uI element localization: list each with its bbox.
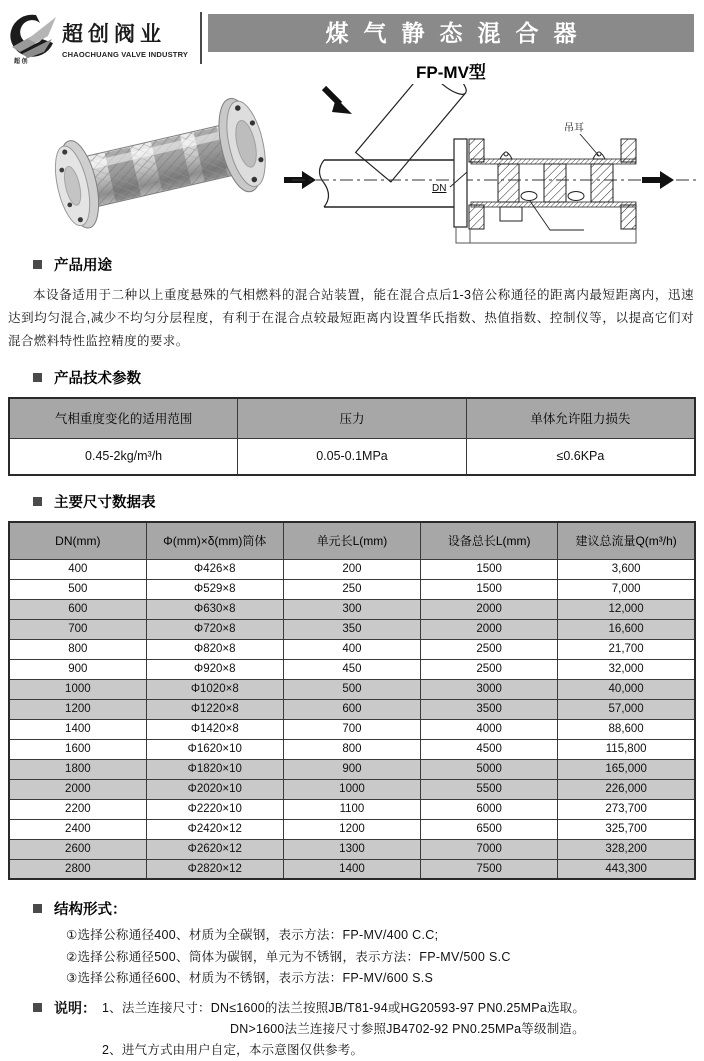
cell-diameter: Φ1220×8 [146, 699, 283, 719]
section-notes-title: 说明： [54, 999, 96, 1016]
cell-dn: 2600 [9, 839, 146, 859]
cell-unit-length: 350 [283, 619, 420, 639]
cell-unit-length: 1300 [283, 839, 420, 859]
cell-total-length: 7000 [421, 839, 558, 859]
cell-flow: 3,600 [558, 559, 695, 579]
section-structure-title: 结构形式： [54, 902, 127, 918]
cell-flow: 328,200 [558, 839, 695, 859]
assembly-diagram [284, 84, 704, 255]
product-images [0, 84, 704, 254]
cell-unit-length: 300 [283, 599, 420, 619]
section-dims-title: 主要尺寸数据表 [54, 495, 156, 511]
table-row [9, 659, 695, 679]
note-line: DN>1600法兰连接尺寸参照JB4702-92 PN0.25MPa等级制造。 [230, 1021, 585, 1036]
cell-diameter: Φ2020×10 [146, 779, 283, 799]
cell-total-length: 3500 [421, 699, 558, 719]
lug-label: 吊耳 [564, 123, 584, 134]
cell-flow: 115,800 [558, 739, 695, 759]
company-logo [6, 12, 202, 64]
cell-dn: 2200 [9, 799, 146, 819]
cell-flow: 325,700 [558, 819, 695, 839]
cell-dn: 700 [9, 619, 146, 639]
cell-diameter: Φ820×8 [146, 639, 283, 659]
structure-item: ③选择公称通径600、材质为不锈钢，表示方法：FP-MV/600 S.S [66, 971, 434, 985]
cell-unit-length: 400 [283, 639, 420, 659]
cell-dn: 1000 [9, 679, 146, 699]
cell-flow: 40,000 [558, 679, 695, 699]
cell-total-length: 6500 [421, 819, 558, 839]
cell-total-length: 2000 [421, 619, 558, 639]
cell-unit-length: 700 [283, 719, 420, 739]
section-bullet-icon [33, 497, 42, 506]
tech-col-range: 气相重度变化的适用范围 [9, 398, 238, 438]
note-line: 1、法兰连接尺寸：DN≤1600的法兰按照JB/T81-94或HG20593-97 PN0.25MPa选取。 [102, 1000, 586, 1015]
table-row [9, 779, 695, 799]
cell-unit-length: 1000 [283, 779, 420, 799]
lifting-lug [500, 152, 605, 159]
structure-item: ①选择公称通径400、材质为全碳钢，表示方法：FP-MV/400 C.C; [66, 928, 439, 942]
cell-flow: 273,700 [558, 799, 695, 819]
structure-items [66, 925, 704, 990]
company-logo-icon [6, 12, 58, 64]
cell-diameter: Φ529×8 [146, 579, 283, 599]
table-row [9, 719, 695, 739]
section-usage-header [33, 254, 704, 275]
section-structure-header [33, 898, 704, 919]
title-block [208, 12, 694, 83]
dims-col-diameter: Φ(mm)×δ(mm)筒体 [146, 522, 283, 559]
cell-diameter: Φ426×8 [146, 559, 283, 579]
table-row [9, 559, 695, 579]
section-tech-title: 产品技术参数 [54, 371, 141, 387]
cell-total-length: 3000 [421, 679, 558, 699]
dims-col-unit-length: 单元长L(mm) [283, 522, 420, 559]
cell-flow: 57,000 [558, 699, 695, 719]
cell-diameter: Φ2620×12 [146, 839, 283, 859]
cell-total-length: 1500 [421, 559, 558, 579]
section-tech-header [33, 367, 704, 388]
cell-total-length: 5500 [421, 779, 558, 799]
cell-unit-length: 800 [283, 739, 420, 759]
section-bullet-icon [33, 904, 42, 913]
table-row [9, 699, 695, 719]
cell-unit-length: 450 [283, 659, 420, 679]
dims-col-total-length: 设备总长L(mm) [421, 522, 558, 559]
cell-unit-length: 250 [283, 579, 420, 599]
usage-paragraph: 本设备适用于二种以上重度悬殊的气相燃料的混合站装置，能在混合点后1-3倍公称通径的距离内最短距离内，迅速达到均匀混合,减少不均匀分层程度，有利于在混合点较最短距离内设置华氏指数、热值指数、控制仪等，以提高它们对混合燃料特性监控精度的要求。 [8, 288, 694, 348]
company-name-en: CHAOCHUANG VALVE INDUSTRY [62, 49, 189, 59]
cell-unit-length: 200 [283, 559, 420, 579]
table-row [9, 859, 695, 879]
branch-pipe [356, 84, 471, 182]
cell-diameter: Φ1020×8 [146, 679, 283, 699]
cell-total-length: 6000 [421, 799, 558, 819]
cell-diameter: Φ1620×10 [146, 739, 283, 759]
cell-dn: 2000 [9, 779, 146, 799]
dims-col-flow: 建议总流量Q(m³/h) [558, 522, 695, 559]
tech-value-range: 0.45-2kg/m³/h [9, 438, 238, 475]
cell-dn: 900 [9, 659, 146, 679]
table-row [9, 799, 695, 819]
product-photo [40, 90, 278, 243]
note-line: 2、进气方式由用户自定，本示意图仅供参考。 [102, 1042, 364, 1057]
cell-diameter: Φ920×8 [146, 659, 283, 679]
company-name [62, 18, 188, 59]
cell-diameter: Φ1420×8 [146, 719, 283, 739]
cell-dn: 800 [9, 639, 146, 659]
table-row [9, 839, 695, 859]
cell-flow: 21,700 [558, 639, 695, 659]
mixer-photo-image [40, 90, 278, 238]
cell-dn: 1400 [9, 719, 146, 739]
section-bullet-icon [33, 1003, 42, 1012]
cell-total-length: 5000 [421, 759, 558, 779]
table-header-row [9, 522, 695, 559]
tech-value-loss: ≤0.6KPa [466, 438, 695, 475]
cell-dn: 1800 [9, 759, 146, 779]
cell-unit-length: 1400 [283, 859, 420, 879]
section-usage-title: 产品用途 [54, 258, 112, 274]
table-row [9, 759, 695, 779]
cell-flow: 32,000 [558, 659, 695, 679]
cell-total-length: 1500 [421, 579, 558, 599]
section-dims-header [33, 491, 704, 512]
page-header [0, 0, 704, 84]
product-model: FP-MV型 [416, 63, 486, 82]
cell-flow: 88,600 [558, 719, 695, 739]
flow-out-arrow-icon [642, 171, 674, 189]
cell-total-length: 2000 [421, 599, 558, 619]
table-row [9, 579, 695, 599]
cell-unit-length: 500 [283, 679, 420, 699]
inlet-arrow-icon [324, 88, 352, 114]
table-row [9, 438, 695, 475]
cell-flow: 443,300 [558, 859, 695, 879]
table-row [9, 639, 695, 659]
company-name-cn: 超创阀业 [62, 22, 166, 46]
notes-body [102, 998, 585, 1061]
cell-dn: 400 [9, 559, 146, 579]
cell-unit-length: 900 [283, 759, 420, 779]
table-row [9, 679, 695, 699]
cell-flow: 226,000 [558, 779, 695, 799]
cell-flow: 12,000 [558, 599, 695, 619]
dn-label: DN [432, 183, 447, 194]
cell-diameter: Φ2220×10 [146, 799, 283, 819]
cell-dn: 1600 [9, 739, 146, 759]
cell-unit-length: 600 [283, 699, 420, 719]
section-notes [33, 998, 704, 1061]
cell-total-length: 4500 [421, 739, 558, 759]
cell-total-length: 2500 [421, 659, 558, 679]
table-row [9, 819, 695, 839]
cell-total-length: 7500 [421, 859, 558, 879]
cell-flow: 16,600 [558, 619, 695, 639]
cell-dn: 2800 [9, 859, 146, 879]
cell-diameter: Φ2420×12 [146, 819, 283, 839]
table-row [9, 739, 695, 759]
cell-total-length: 2500 [421, 639, 558, 659]
tech-params-table [8, 397, 696, 476]
section-structure [0, 898, 704, 990]
cell-unit-length: 1200 [283, 819, 420, 839]
svg-text:超 创: 超 创 [14, 59, 28, 64]
cell-flow: 165,000 [558, 759, 695, 779]
tech-value-pressure: 0.05-0.1MPa [238, 438, 467, 475]
table-row [9, 619, 695, 639]
cell-dn: 1200 [9, 699, 146, 719]
dimensions-table [8, 521, 696, 880]
product-title: 煤气静态混合器 [208, 14, 694, 52]
cell-diameter: Φ2820×12 [146, 859, 283, 879]
section-bullet-icon [33, 373, 42, 382]
cell-diameter: Φ720×8 [146, 619, 283, 639]
cell-flow: 7,000 [558, 579, 695, 599]
tech-col-pressure: 压力 [238, 398, 467, 438]
assembly-diagram-image [284, 84, 704, 250]
cell-dn: 600 [9, 599, 146, 619]
cell-unit-length: 1100 [283, 799, 420, 819]
cell-dn: 500 [9, 579, 146, 599]
table-header-row [9, 398, 695, 438]
cell-total-length: 4000 [421, 719, 558, 739]
cell-dn: 2400 [9, 819, 146, 839]
table-row [9, 599, 695, 619]
cell-diameter: Φ1820×10 [146, 759, 283, 779]
tech-col-loss: 单体允许阻力损失 [466, 398, 695, 438]
structure-item: ②选择公称通径500、筒体为碳钢，单元为不锈钢，表示方法：FP-MV/500 S.C [66, 949, 511, 964]
cell-diameter: Φ630×8 [146, 599, 283, 619]
section-bullet-icon [33, 260, 42, 269]
dims-col-dn: DN(mm) [9, 522, 146, 559]
